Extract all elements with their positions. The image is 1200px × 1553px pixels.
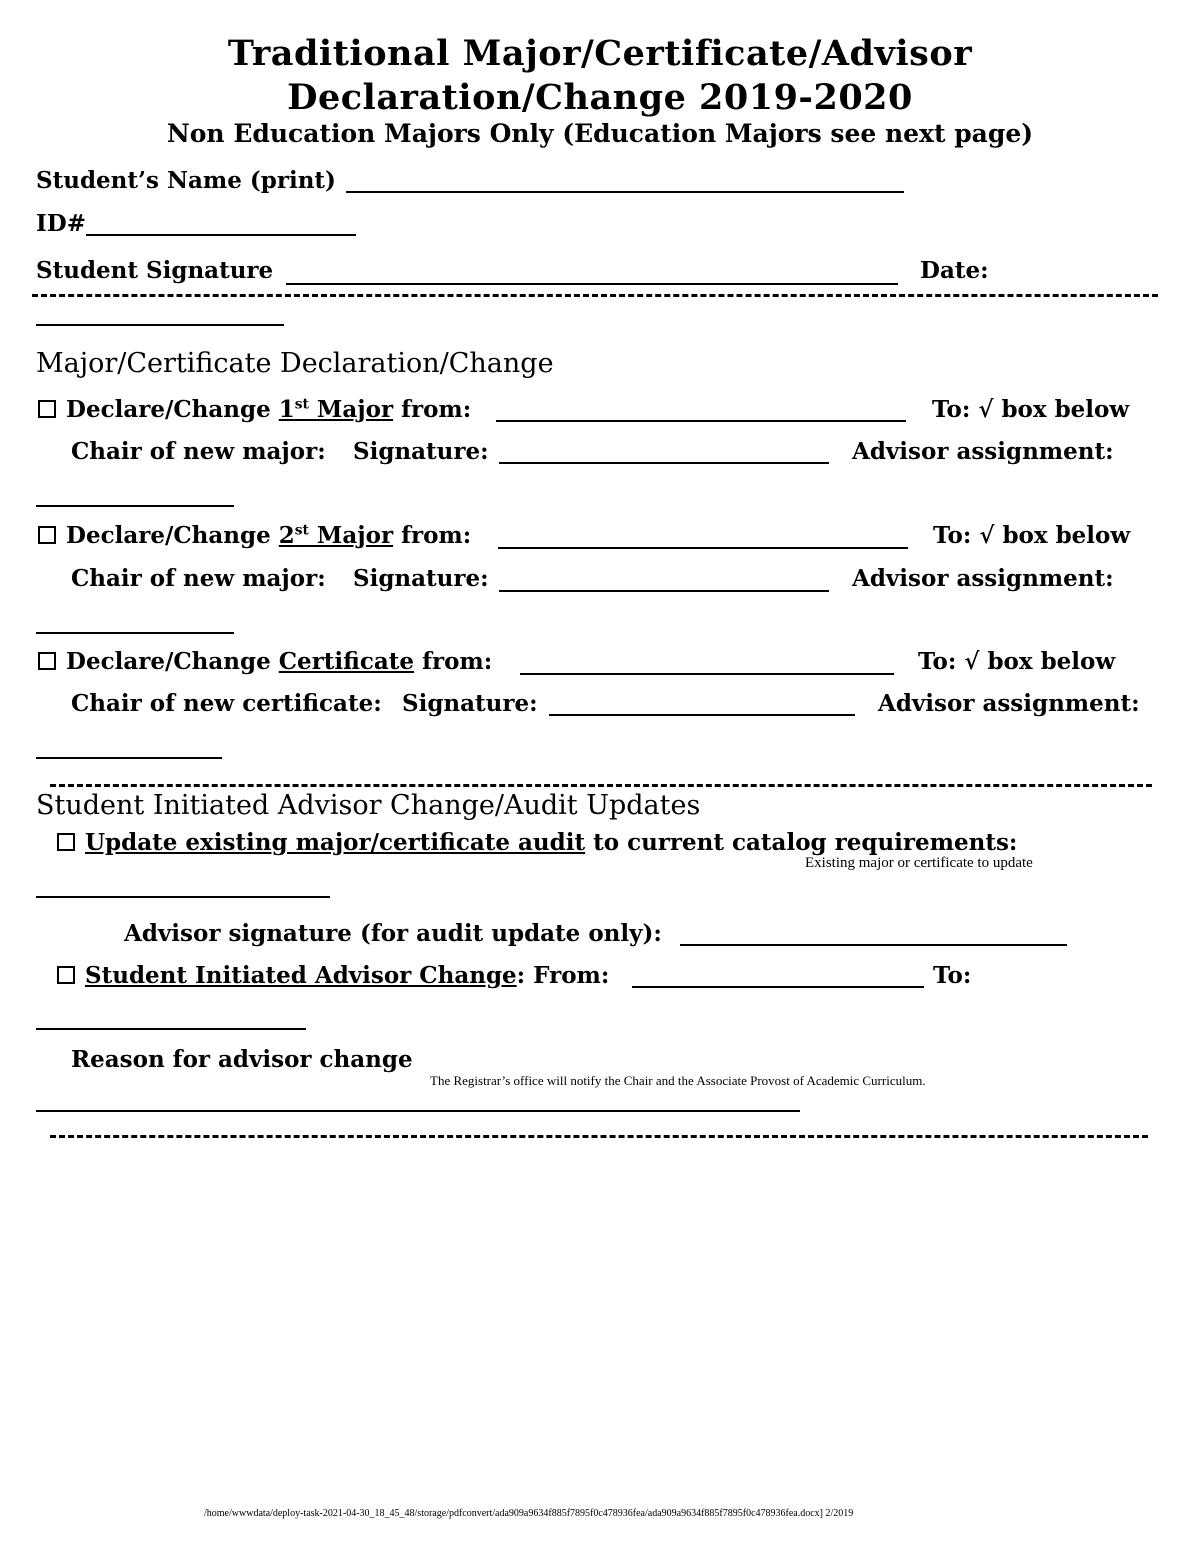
- major2-row: [38, 522, 471, 549]
- advisor-signature-label: Advisor signature (for audit update only):: [124, 920, 662, 947]
- major2-from-field[interactable]: [498, 547, 908, 549]
- major2-to-label: To: √ box below: [933, 522, 1131, 549]
- certificate-advisor-field[interactable]: [36, 757, 222, 759]
- advisor-change-from-label: : From:: [516, 962, 610, 989]
- date-field-dashed[interactable]: [32, 294, 1158, 297]
- major1-prefix: Declare/Change: [66, 396, 279, 423]
- major1-from-field[interactable]: [496, 420, 906, 422]
- major1-to-label: To: √ box below: [932, 396, 1130, 423]
- student-id-label: ID#: [36, 210, 86, 237]
- student-name-field[interactable]: [346, 191, 904, 193]
- section-advisor-change-heading: Student Initiated Advisor Change/Audit Updates: [36, 790, 701, 821]
- major2-checkbox[interactable]: [38, 526, 56, 544]
- advisor-change-label: Student Initiated Advisor Change: [85, 962, 517, 989]
- major2-prefix: Declare/Change: [66, 522, 279, 549]
- student-name-label: Student’s Name (print): [36, 167, 336, 194]
- form-subtitle: Non Education Majors Only (Education Majors see next page): [166, 119, 1034, 148]
- footer-file-path: /home/wwwdata/deploy-task-2021-04-30_18_45_48/storage/pdfconvert/ada909a9634f885f7895f0c478936fea/ada909a9634f885f7895f0c478936fea.docx] 2/2019: [204, 1508, 854, 1519]
- certificate-chair-label: Chair of new certificate:: [71, 690, 382, 717]
- section-divider-1: [50, 784, 1152, 787]
- major2-advisor-field[interactable]: [36, 632, 234, 634]
- major2-ordinal: [279, 522, 393, 549]
- major2-advisor-label: Advisor assignment:: [852, 565, 1114, 592]
- section-divider-2: [50, 1135, 1148, 1138]
- audit-update-row: [57, 829, 1017, 856]
- major2-chair-label: Chair of new major:: [71, 565, 326, 592]
- certificate-from-field[interactable]: [520, 673, 894, 675]
- major1-checkbox[interactable]: [38, 400, 56, 418]
- audit-update-note: Existing major or certificate to update: [805, 855, 1033, 871]
- date-label: Date:: [920, 257, 989, 284]
- registrar-note: The Registrar’s office will notify the Chair and the Associate Provost of Academic Curriculum.: [430, 1073, 926, 1088]
- major1-advisor-label: Advisor assignment:: [852, 438, 1114, 465]
- advisor-change-from-field[interactable]: [632, 986, 924, 988]
- major1-signature-label: Signature:: [353, 438, 489, 465]
- audit-update-checkbox[interactable]: [57, 833, 75, 851]
- advisor-signature-field[interactable]: [680, 944, 1067, 946]
- certificate-to-label: To: √ box below: [918, 648, 1116, 675]
- certificate-checkbox[interactable]: [38, 652, 56, 670]
- student-id-field[interactable]: [86, 234, 356, 236]
- major1-row: [38, 396, 471, 423]
- major1-word: Major: [308, 396, 394, 423]
- certificate-from-label: from:: [414, 648, 493, 675]
- audit-update-label: Update existing major/certificate audit: [85, 829, 586, 856]
- student-signature-label: Student Signature: [36, 257, 274, 284]
- advisor-change-to-field[interactable]: [36, 1028, 306, 1030]
- advisor-change-to-label: To:: [933, 962, 972, 989]
- major2-signature-label: Signature:: [353, 565, 489, 592]
- major1-ordinal: [279, 396, 393, 423]
- certificate-chair-signature-field[interactable]: [549, 714, 855, 716]
- advisor-change-row: [57, 962, 609, 989]
- major2-num: 2: [278, 522, 295, 549]
- major1-num: 1: [278, 396, 295, 423]
- audit-update-rest: to current catalog requirements:: [585, 829, 1018, 856]
- major2-sup: st: [294, 522, 309, 539]
- major1-chair-label: Chair of new major:: [71, 438, 326, 465]
- certificate-advisor-label: Advisor assignment:: [878, 690, 1140, 717]
- student-signature-field[interactable]: [286, 283, 898, 285]
- certificate-signature-label: Signature:: [402, 690, 538, 717]
- audit-update-field[interactable]: [36, 896, 330, 898]
- major1-from-label: from:: [393, 396, 472, 423]
- advisor-change-checkbox[interactable]: [57, 966, 75, 984]
- date-field-continuation[interactable]: [36, 324, 284, 326]
- major2-chair-signature-field[interactable]: [499, 590, 829, 592]
- form-title-line2: Declaration/Change 2019-2020: [287, 77, 913, 118]
- section-major-declaration-heading: Major/Certificate Declaration/Change: [36, 348, 554, 379]
- certificate-row: [38, 648, 492, 675]
- form-title-line1: Traditional Major/Certificate/Advisor: [227, 33, 973, 74]
- major2-from-label: from:: [393, 522, 472, 549]
- major2-word: Major: [308, 522, 394, 549]
- certificate-word: Certificate: [278, 648, 415, 675]
- certificate-prefix: Declare/Change: [66, 648, 279, 675]
- reason-field[interactable]: [36, 1110, 800, 1112]
- reason-label: Reason for advisor change: [71, 1046, 413, 1073]
- major1-sup: st: [294, 396, 309, 413]
- major1-chair-signature-field[interactable]: [499, 462, 829, 464]
- major1-advisor-field[interactable]: [36, 505, 234, 507]
